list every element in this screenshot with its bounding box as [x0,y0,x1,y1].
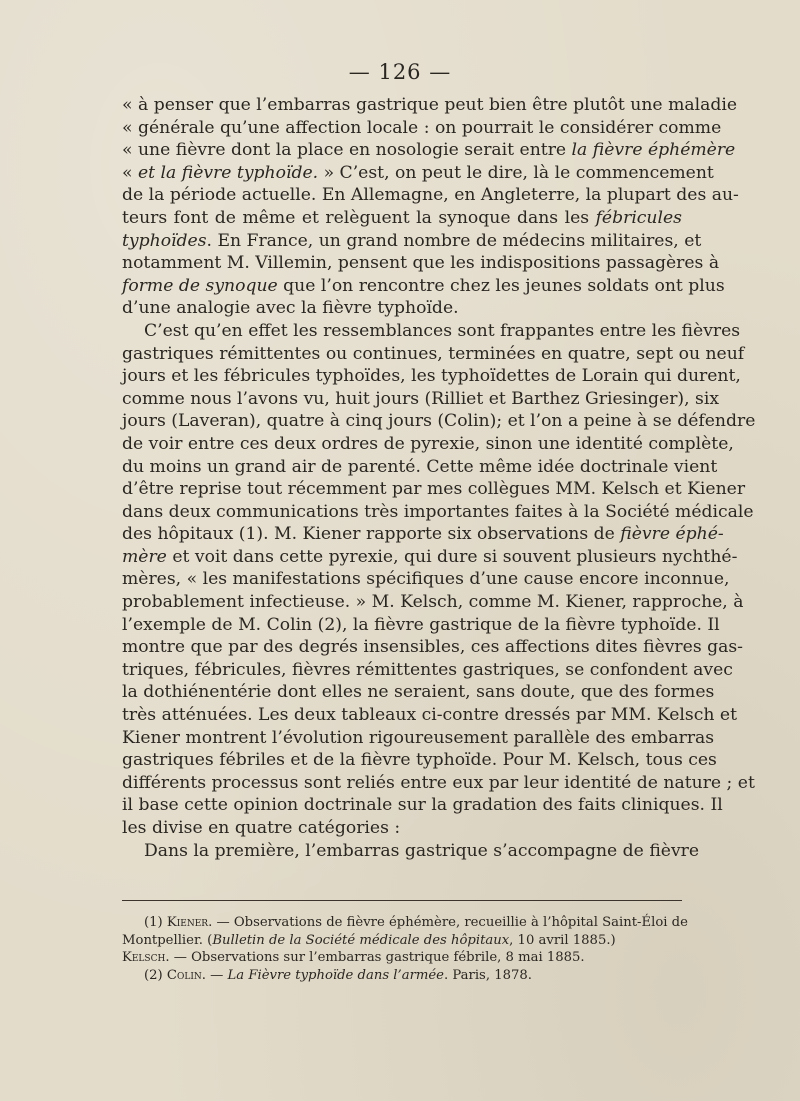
text-line-segment: C’est qu’en effet les ressemblances sont frappantes entre les fièvres [144,320,741,341]
text-line [122,591,744,614]
text-line [122,230,702,253]
text-line [122,614,720,637]
text-line [122,456,718,479]
text-line [122,727,715,750]
page-number: — 126 — [348,60,452,84]
text-line [122,297,682,320]
footnote-line-segment: Colin [166,967,202,983]
footnote-line-segment: . — Observations sur l’embarras gastrique fébrile, 8 mai 1885. [165,950,585,966]
footnote-line-segment: (1) [144,915,167,930]
text-line-segment: d’une analogie avec la fièvre typhoïde. [122,298,459,319]
text-line [122,772,755,795]
text-line-segment: « une fièvre dont la place en nosologie serait entre [122,140,572,161]
text-line [122,840,700,863]
body-text [122,94,756,862]
text-line-segment: mère [122,546,167,567]
text-line [122,546,738,569]
footnote-line-segment: Kiener [166,915,209,930]
text-line [122,343,745,366]
text-line-segment: mères, « les manifestations spécifiques d’une cause encore inconnue, [122,569,730,590]
text-line-segment: que l’on rencontre chez les jeunes soldats ont plus [277,275,725,296]
text-line [122,275,725,298]
text-line-segment: . En France, un grand nombre de médecins militaires, et [206,230,702,251]
footnote-line-segment: . Paris, 1878. [444,967,532,983]
text-line-segment: la dothiénentérie dont elles ne seraient, sans doute, que des formes [122,682,715,703]
text-line-segment: forme de synoque [122,275,278,296]
footnote-line-segment: Montpellier. ( [122,932,213,948]
text-line-segment: Kiener montrent l’évolution rigoureusement parallèle des embarras [122,727,715,748]
text-line-segment: teurs font de même et relèguent la synoque dans les [122,207,596,228]
text-line [122,320,741,343]
footnotes [122,914,688,984]
text-line [122,162,714,185]
text-line-segment: « à penser que l’embarras gastrique peut bien être plutôt une maladie [122,95,738,115]
text-line-segment: du moins un grand air de parenté. Cette même idée doctrinale vient [122,456,718,477]
text-line [122,749,717,772]
text-line-segment: gastriques rémittentes ou continues, terminées en quatre, sept ou neuf [122,343,745,364]
text-line-segment: d’être reprise tout récemment par mes collègues MM. Kelsch et Kiener [122,479,746,500]
text-line-segment: » C’est, on peut le dire, là le commencement [318,162,714,183]
text-line [122,388,720,411]
text-line [122,252,720,275]
footnote-line-segment: , 10 avril 1885.) [509,932,616,948]
text-line-segment: probablement infectieuse. » M. Kelsch, comme M. Kiener, rapproche, à [122,592,744,613]
text-line-segment: typhoïdes [122,230,207,251]
text-line-segment: dans deux communications très importantes faites à la Société médicale [122,501,754,522]
text-line-segment: « générale qu’une affection locale : on pourrait le considérer comme [122,117,722,138]
text-line [122,478,746,501]
text-line [122,704,737,727]
footnote-line-segment: Bulletin de la Société médicale des hôpitaux [212,932,510,948]
footnote-line [122,914,688,932]
text-line [122,681,715,704]
footnote-line [122,967,682,985]
text-line-segment: « [122,162,138,183]
text-line [122,410,756,433]
text-line [122,817,682,840]
text-line-segment: comme nous l’avons vu, huit jours (Rilliet et Barthez Griesinger), six [122,388,720,409]
text-line-segment: et la fièvre typhoïde. [137,162,319,183]
text-line-segment: les divise en quatre catégories : [122,818,401,838]
text-line [122,117,722,140]
footnote-line [122,949,682,967]
text-line [122,207,682,230]
text-line-segment: notamment M. Villemin, pensent que les indispositions passagères à [122,253,720,274]
text-line-segment: Dans la première, l’embarras gastrique s’accompagne de fièvre [144,840,700,861]
text-line-segment: gastriques fébriles et de la fièvre typhoïde. Pour M. Kelsch, tous ces [122,750,717,771]
text-line-segment: et voit dans cette pyrexie, qui dure si souvent plusieurs nychthé- [166,546,738,567]
text-line [122,568,730,591]
text-line-segment: de voir entre ces deux ordres de pyrexie, sinon une identité complète, [122,433,734,454]
footnote-line-segment: . — [201,967,228,983]
text-line [122,433,734,456]
text-line [122,523,724,546]
text-line [122,794,723,817]
text-line-segment: des hôpitaux (1). M. Kiener rapporte six observations de [122,524,621,545]
text-line-segment: jours et les fébricules typhoïdes, les typhoïdettes de Lorain qui durent, [122,366,741,387]
text-line [122,659,733,682]
footnote-line-segment: . — Observations de fièvre éphémère, recueillie à l’hôpital Saint-Éloi de [208,915,688,930]
text-line-segment: triques, fébricules, fièvres rémittentes gastriques, se confondent avec [122,659,733,680]
footnote-line [122,932,682,950]
footnote-line-segment: Kelsch [122,950,166,966]
text-line-segment: la fièvre éphémère [571,140,736,161]
text-line-segment: fébricules [595,207,682,228]
text-line-segment: il base cette opinion doctrinale sur la gradation des faits cliniques. Il [122,795,723,816]
text-line-segment: jours (Laveran), quatre à cinq jours (Colin); et l’on a peine à se défendre [122,411,756,432]
text-line-segment: différents processus sont reliés entre eux par leur identité de nature ; et [122,772,755,793]
text-line [122,139,736,162]
text-line-segment: montre que par des degrés insensibles, ces affections dites fièvres gas- [122,637,743,658]
text-line [122,184,739,207]
footnote-line-segment: La Fièvre typhoïde dans l’armée [227,967,444,983]
text-line-segment: l’exemple de M. Colin (2), la fièvre gastrique de la fièvre typhoïde. Il [122,614,720,635]
footnote-line-segment: (2) [144,967,167,983]
text-line-segment: très atténuées. Les deux tableaux ci-contre dressés par MM. Kelsch et [122,705,737,726]
text-line-segment: de la période actuelle. En Allemagne, en Angleterre, la plupart des au- [122,185,739,206]
text-line [122,365,741,388]
text-line [122,636,743,659]
footnote-rule [122,900,682,901]
text-line [122,501,754,524]
text-line [122,94,738,117]
text-line-segment: fièvre éphé- [620,524,724,545]
